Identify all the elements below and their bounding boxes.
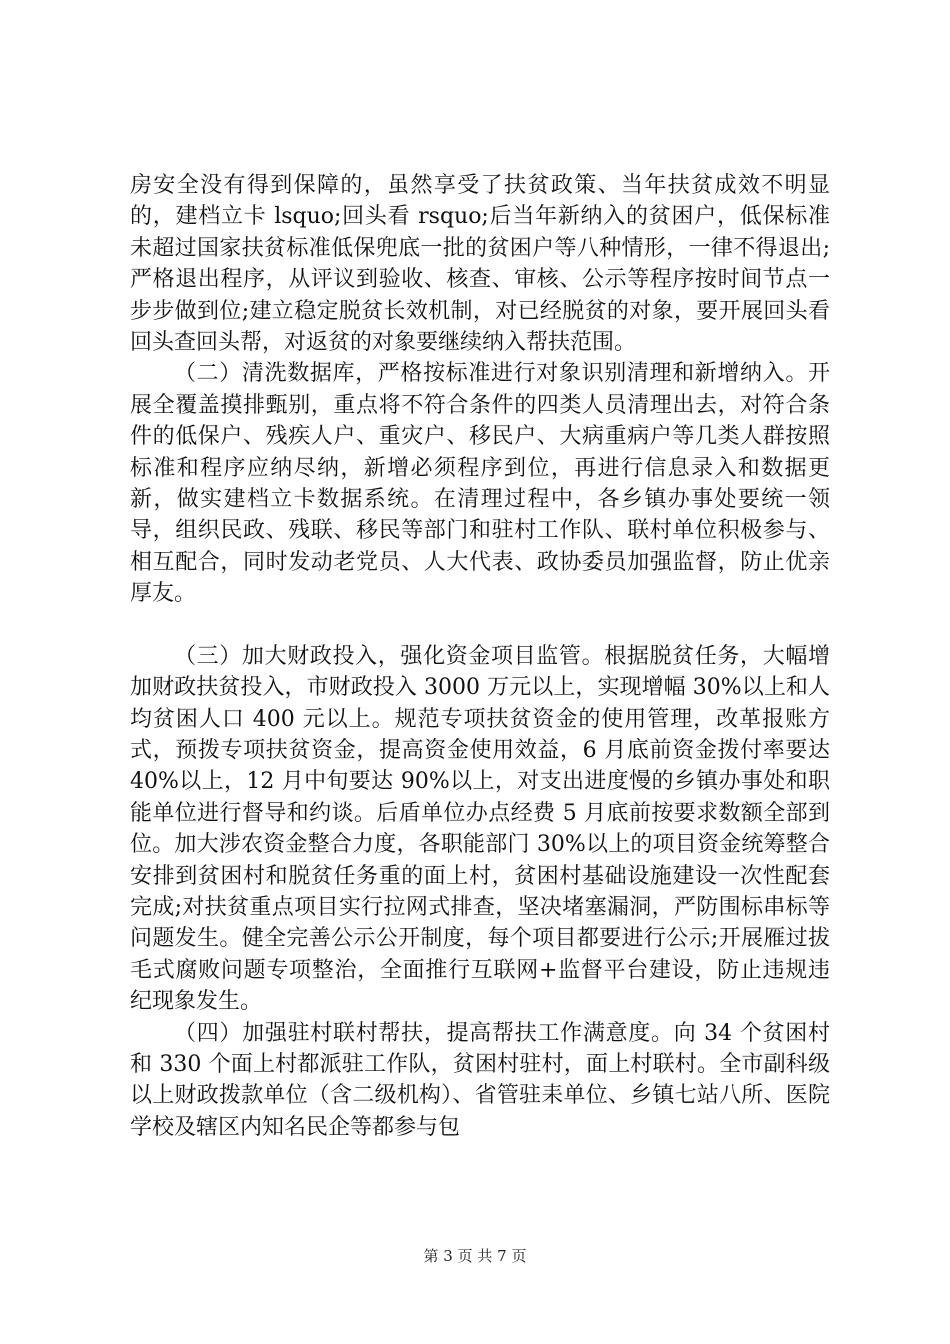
paragraph-section-2: （二）清洗数据库，严格按标准进行对象识别清理和新增纳入。开展全覆盖摸排甄别，重点将不符合条件的四类人员清理出去，对符合条件的低保户、残疾人户、重灾户、移民户、大病重病户等几类人群按照标准和程序应纳尽纳，新增必须程序到位，再进行信息录入和数据更新，做实建档立卡数据系统。在清理过程中，各乡镇办事处要统一领导，组织民政、残联、移民等部门和驻村工作队、联村单位积极参与、相互配合，同时发动老党员、人大代表、政协委员加强监督，防止优亲厚友。 (130, 361, 830, 607)
paragraph-continuation: 房安全没有得到保障的，虽然享受了扶贫政策、当年扶贫成效不明显的，建档立卡 lsquo;回头看 rsquo;后当年新纳入的贫困户，低保标准未超过国家扶贫标准低保兜底一批的贫困户等八种情形，一律不得退出;严格退出程序，从评议到验收、核查、审核、公示等程序按时间节点一步步做到位;建立稳定脱贫长效机制，对已经脱贫的对象，要开展回头看回头查回头帮，对返贫的对象要继续纳入帮扶范围。 (130, 173, 830, 356)
page-number-footer: 第 3 页 共 7 页 (423, 1247, 527, 1265)
paragraph-section-3: （三）加大财政投入，强化资金项目监管。根据脱贫任务，大幅增加财政扶贫投入，市财政投入 3000 万元以上，实现增幅 30%以上和人均贫困人口 400 元以上。规范专项扶贫资金的使用管理，改革报账方式，预拨专项扶贫资金，提高资金使用效益，6 月底前资金拨付率要达 40%以上，12 月中旬要达 90%以上，对支出进度慢的乡镇办事处和职能单位进行督导和约谈。后盾单位办点经费 5 月底前按要求数额全部到位。加大涉农资金整合力度，各职能部门 30%以上的项目资金统筹整合安排到贫困村和脱贫任务重的面上村，贫困村基础设施建设一次性配套完成;对扶贫重点项目实行拉网式排查，坚决堵塞漏洞，严防围标串标等问题发生。健全完善公示公开制度，每个项目都要进行公示;开展雁过拔毛式腐败问题专项整治，全面推行互联网+监督平台建设，防止违规违纪现象发生。 (130, 643, 830, 1015)
paragraph-section-4: （四）加强驻村联村帮扶，提高帮扶工作满意度。向 34 个贫困村和 330 个面上村都派驻工作队，贫困村驻村，面上村联村。全市副科级以上财政拨款单位（含二级机构）、省管驻耒单位、乡镇七站八所、医院学校及辖区内知名民企等都参与包 (130, 1020, 830, 1140)
document-body (130, 170, 830, 1143)
